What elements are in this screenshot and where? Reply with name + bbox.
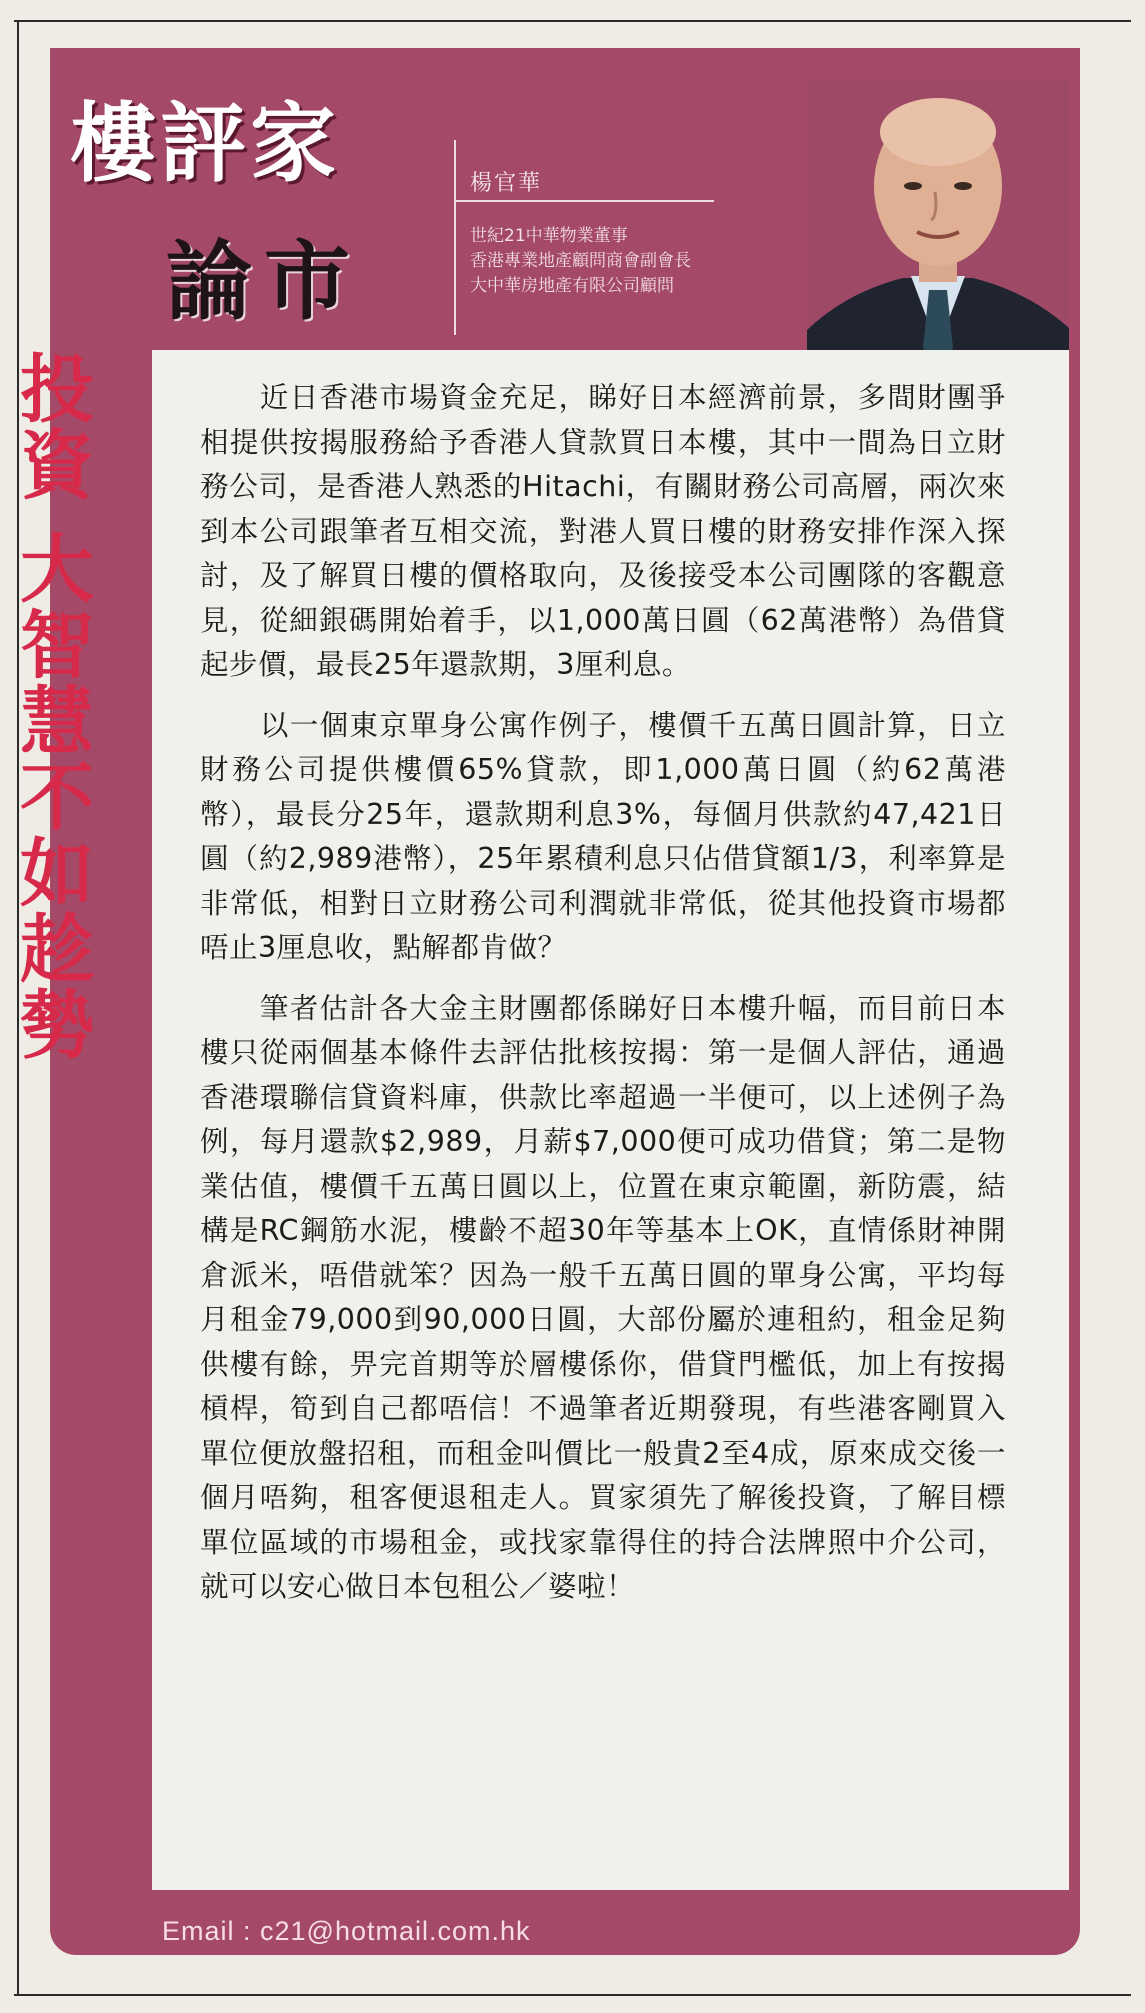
author-titles <box>470 224 691 299</box>
header-divider-vertical <box>454 140 456 335</box>
author-email: Email : c21@hotmail.com.hk <box>162 1916 531 1946</box>
article-body <box>200 376 1006 1626</box>
author-name: 楊官華 <box>470 171 543 196</box>
article-paragraph-3: 筆者估計各大金主財團都係睇好日本樓升幅，而目前日本樓只從兩個基本條件去評估批核按揭：第一是個人評估，通過香港環聯信貸資料庫，供款比率超過一半便可，以上述例子為例，每月還款$2,989，月薪$7,000便可成功借貸；第二是物業估值，樓價千五萬日圓以上，位置在東京範圍，新防震，結構是RC鋼筋水泥，樓齡不超30年等基本上OK，直情係財神開倉派米，唔借就笨？因為一般千五萬日圓的單身公寓，平均每月租金79,000到90,000日圓，大部份屬於連租約，租金足夠供樓有餘，畀完首期等於層樓係你，借貸門檻低，加上有按揭槓桿，筍到自己都唔信！不過筆者近期發現，有些港客剛買入單位便放盤招租，而租金叫價比一般貴2至4成，原來成交後一個月唔夠，租客便退租走人。買家須先了解後投資，了解目標單位區域的市場租金，或找家靠得住的持合法牌照中介公司，就可以安心做日本包租公／婆啦！ <box>200 991 1006 1603</box>
author-title-1: 世紀21中華物業董事 <box>470 226 628 246</box>
author-portrait-image <box>807 80 1069 386</box>
article-paragraph-1: 近日香港市場資金充足，睇好日本經濟前景，多間財團爭相提供按揭服務給予香港人貸款買日本樓，其中一間為日立財務公司，是香港人熟悉的Hitachi，有關財務公司高層，兩次來到本公司跟筆者互相交流，對港人買日樓的財務安排作深入探討，及了解買日樓的價格取向，及後接受本公司團隊的客觀意見，從細銀碼開始着手，以1,000萬日圓（62萬港幣）為借貸起步價，最長25年還款期，3厘利息。 <box>200 381 1006 681</box>
column-label-line1: 樓評家 <box>70 94 340 194</box>
column-label-line2: 論市 <box>166 232 362 332</box>
author-title-2: 香港專業地產顧問商會副會長 <box>470 251 691 271</box>
article-paragraph-2: 以一個東京單身公寓作例子，樓價千五萬日圓計算，日立財務公司提供樓價65%貸款，即1,000萬日圓（約62萬港幣），最長分25年，還款期利息3%，每個月供款約47,421日圓（約2,989港幣），25年累積利息只佔借貸額1/3，利率算是非常低，相對日立財務公司利潤就非常低，從其他投資市場都唔止3厘息收，點解都肯做？ <box>200 708 1006 964</box>
headline: 投資 大智慧不如趁勢 <box>8 350 94 1062</box>
author-photo <box>807 80 1069 386</box>
page-bottom-rule <box>14 1994 1131 1996</box>
page-top-rule <box>14 20 1131 22</box>
header-divider-horizontal <box>454 200 714 202</box>
author-title-3: 大中華房地產有限公司顧問 <box>470 276 674 296</box>
